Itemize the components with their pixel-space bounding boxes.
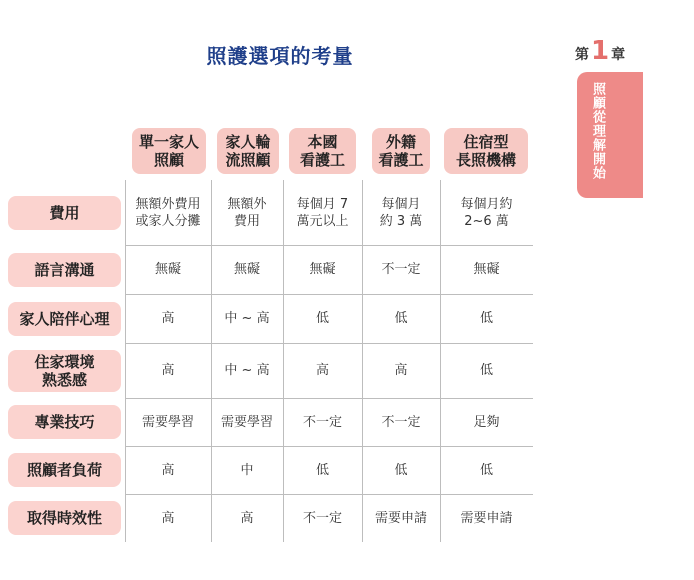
chapter-tab-label: 照顧從理解開始 [590,82,605,180]
row-label: 照顧者負荷 [8,453,121,487]
table-cell: 不一定 [381,262,421,277]
table-cell: 每個月 7 萬元以上 [296,196,349,229]
table-cell: 中 [240,462,254,478]
chapter-marker [575,38,625,64]
table-cell: 無礙 [473,262,500,277]
row-label: 住家環境 熟悉感 [8,350,121,392]
table-cell: 高 [161,363,175,378]
table-cell: 不一定 [381,414,421,430]
table-cell: 無額外 費用 [227,196,267,229]
table-cell: 需要申請 [460,510,513,526]
table-cell: 不一定 [302,414,342,430]
table-cell: 低 [394,462,408,478]
column-header: 單一家人 照顧 [132,128,206,174]
table-cell: 無礙 [154,262,181,277]
row-label: 家人陪伴心理 [8,302,121,336]
table-cell: 低 [315,462,329,478]
column-header: 本國 看護工 [289,128,356,174]
row-label: 語言溝通 [8,253,121,287]
column-header: 外籍 看護工 [372,128,430,174]
table-cell: 需要申請 [374,510,427,526]
table-cell: 不一定 [302,510,342,526]
chapter-tab [577,72,643,198]
chapter-suffix: 章 [611,47,626,63]
table-cell: 無額外費用 或家人分攤 [135,196,201,229]
table-cell: 低 [315,311,329,326]
page-title: 照護選項的考量 [206,44,354,68]
row-label: 費用 [8,196,121,230]
table-cell: 低 [394,311,408,326]
table-cell: 每個月 約 3 萬 [379,196,423,229]
table-cell: 低 [479,363,493,378]
chapter-prefix: 第 [575,47,589,63]
table-cell: 無礙 [309,262,336,277]
table-cell: 需要學習 [141,414,194,430]
table-cell: 無礙 [233,262,260,277]
table-cell: 高 [240,510,254,526]
table-cell: 需要學習 [220,414,273,430]
table-cell: 每個月約 2~6 萬 [460,196,513,229]
column-header: 家人輪 流照顧 [217,128,279,174]
table-cell: 足夠 [473,414,500,430]
table-cell: 高 [161,462,175,478]
table-cell: 高 [394,363,408,378]
table-cell: 高 [315,363,329,378]
table-cell: 高 [161,510,175,526]
table-cell: 低 [479,311,493,326]
table-cell: 高 [161,311,175,326]
table-cell: 低 [479,462,493,478]
table-cell: 中 ~ 高 [224,311,270,326]
column-header: 住宿型 長照機構 [444,128,528,174]
chapter-number: 1 [591,36,610,66]
table-cell: 中 ~ 高 [224,363,270,378]
row-label: 專業技巧 [8,405,121,439]
row-label: 取得時效性 [8,501,121,535]
